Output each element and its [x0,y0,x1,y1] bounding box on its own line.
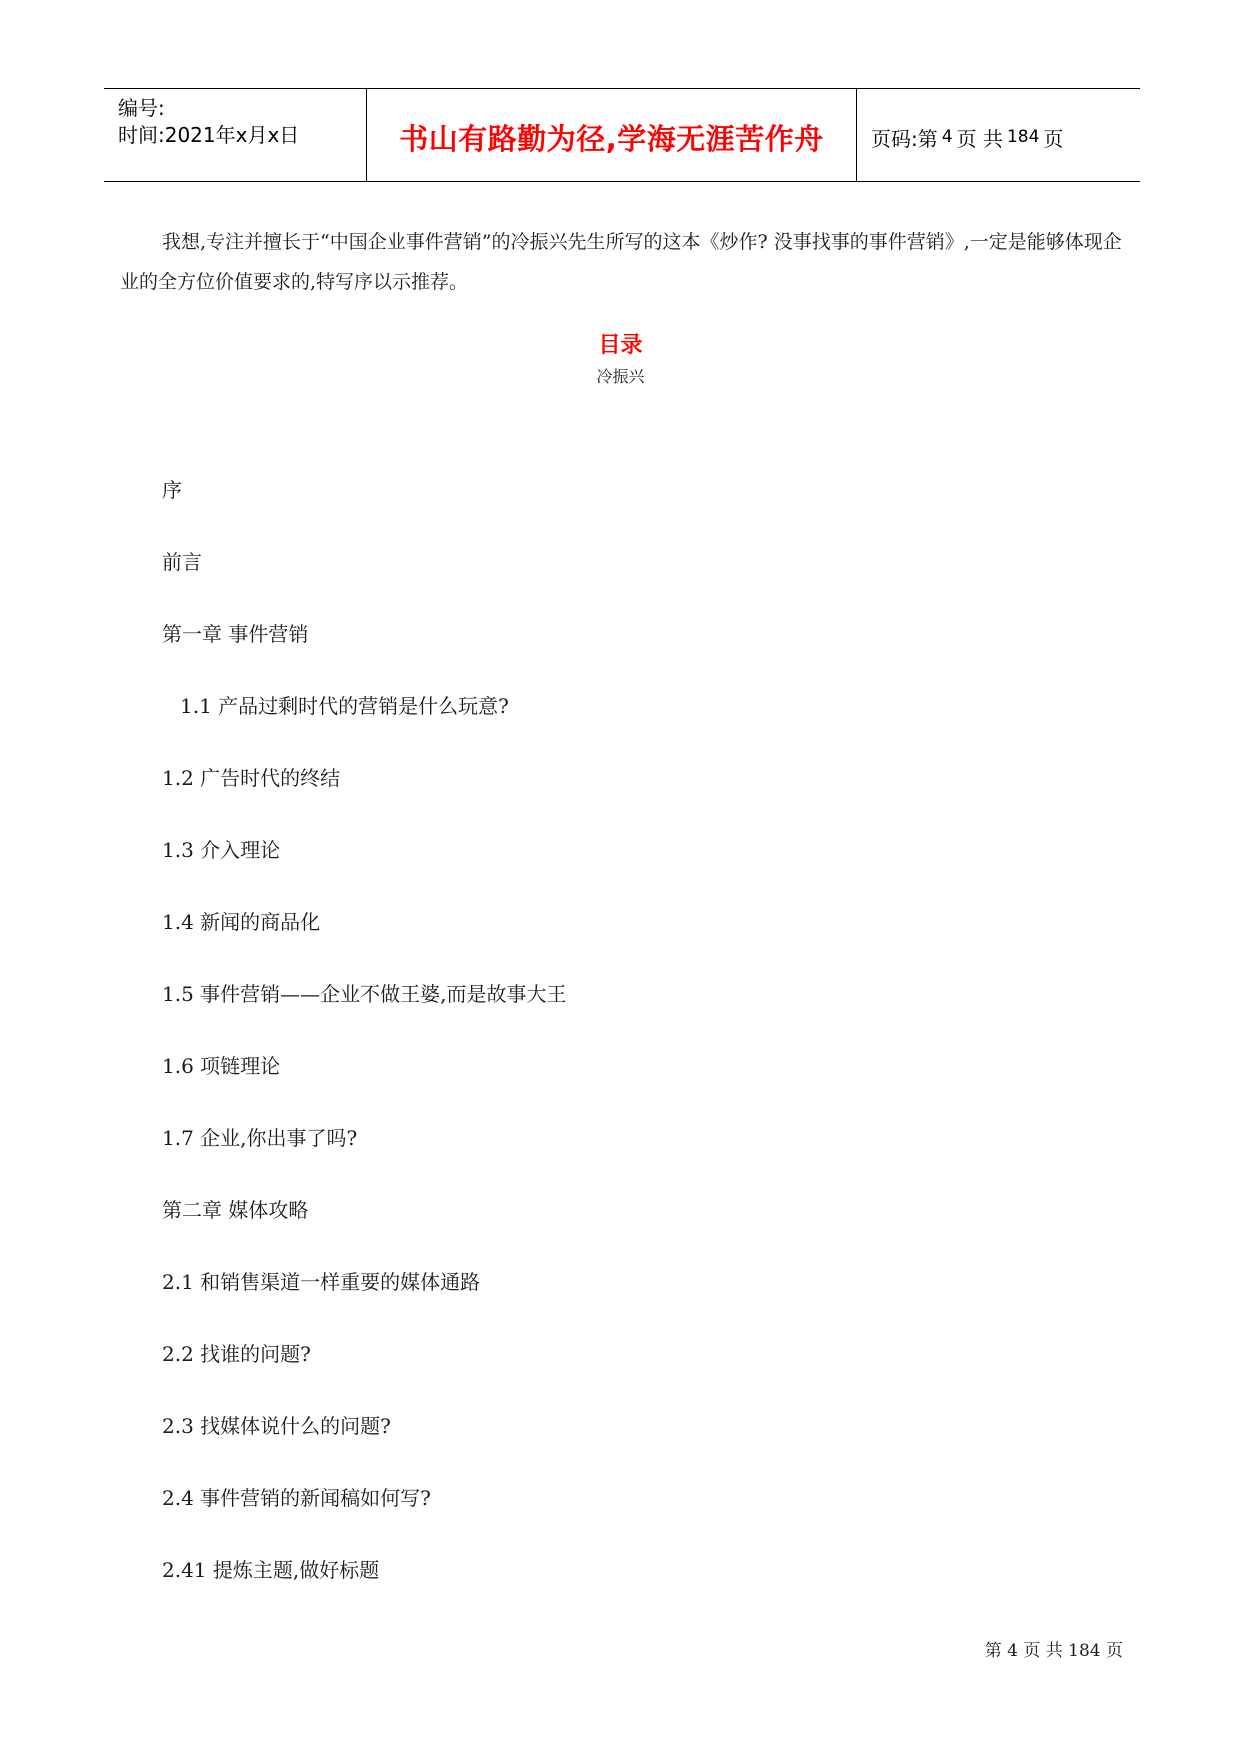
page-current: 4 [941,127,953,147]
header-meta-cell [104,89,367,181]
toc-item: 序 [162,478,182,502]
toc-list [162,475,567,1627]
toc-author: 冷振兴 [596,367,645,386]
toc-item: 1.2 广告时代的终结 [162,766,341,790]
page-suffix: 页 [1043,126,1064,151]
toc-item: 前言 [162,550,202,574]
toc-item: 1.1 产品过剩时代的营销是什么玩意? [180,694,509,718]
toc-item: 1.7 企业,你出事了吗? [162,1126,358,1150]
toc-item: 2.4 事件营销的新闻稿如何写? [162,1486,431,1510]
toc-item: 第一章 事件营销 [162,622,309,646]
page-prefix: 页码:第 [871,126,938,151]
number-label: 编号: [118,96,165,120]
header-page-info [857,89,1140,181]
intro-paragraph [120,222,1135,302]
toc-item: 1.4 新闻的商品化 [162,910,321,934]
intro-text: 我想,专注并擅长于“中国企业事件营销”的冷振兴先生所写的这本《炒作? 没事找事的事件营销》,一定是能够体现企业的全方位价值要求的,特写序以示推荐。 [120,231,1122,293]
toc-item: 第二章 媒体攻略 [162,1198,309,1222]
page-total: 184 [1006,127,1040,147]
toc-title: 目录 [598,333,643,358]
toc-item: 1.6 项链理论 [162,1054,281,1078]
toc-item: 2.2 找谁的问题? [162,1342,311,1366]
toc-item: 1.5 事件营销——企业不做王婆,而是故事大王 [162,982,567,1006]
time-label: 时间:2021年x月x日 [118,123,300,147]
toc-item: 2.1 和销售渠道一样重要的媒体通路 [162,1270,481,1294]
toc-item: 2.41 提炼主题,做好标题 [162,1558,380,1582]
header-motto: 书山有路勤为径,学海无涯苦作舟 [367,89,857,181]
toc-item: 2.3 找媒体说什么的问题? [162,1414,391,1438]
toc-item: 1.3 介入理论 [162,838,281,862]
page-footer: 第 4 页 共 184 页 [984,1641,1123,1661]
page-header [104,88,1140,182]
page-mid: 页 共 [956,126,1003,151]
